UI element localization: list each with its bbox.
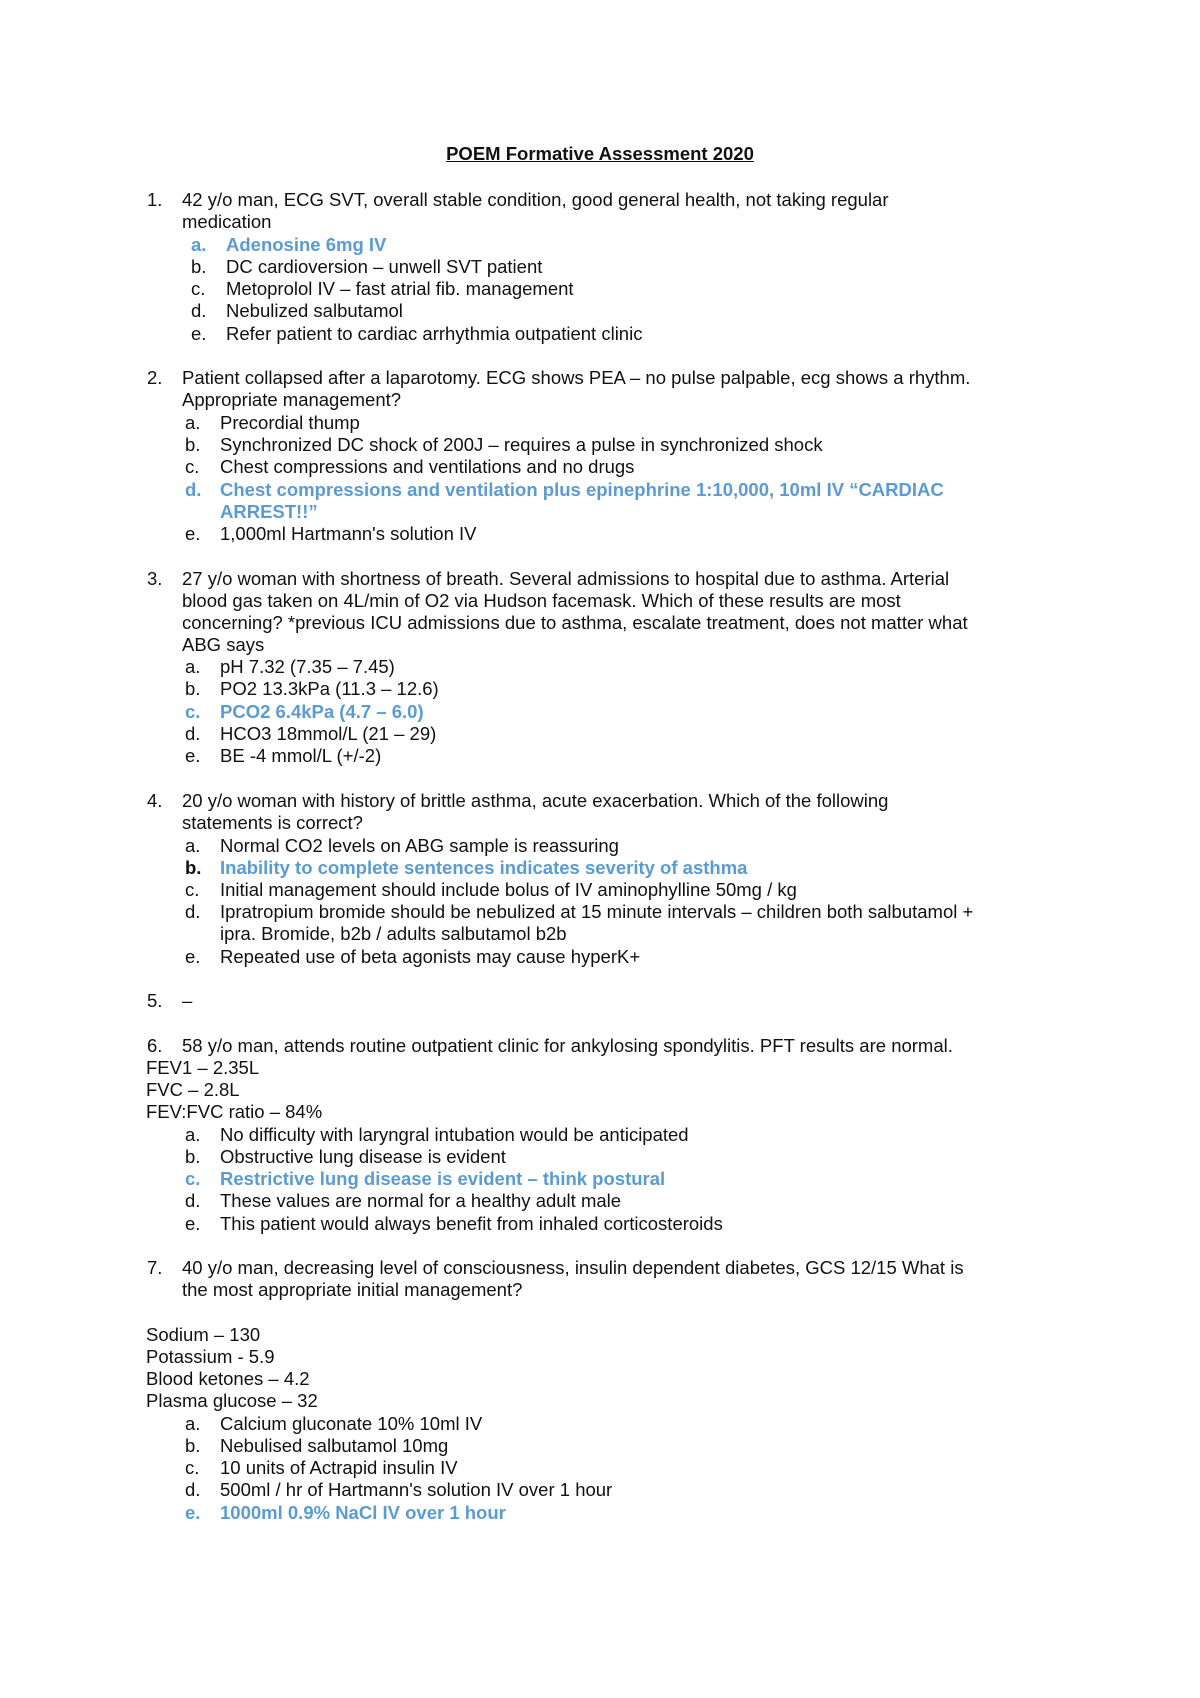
question-text: 42 y/o man, ECG SVT, overall stable condition, good general health, not taking regular: [182, 189, 889, 210]
option-letter: e.: [185, 1502, 201, 1523]
question-number: 6.: [147, 1035, 163, 1056]
correct-answer: Restrictive lung disease is evident – think postural: [220, 1168, 666, 1189]
option-text: Ipratropium bromide should be nebulized at 15 minute intervals – children both salbutamol +: [220, 901, 974, 922]
question-text: –: [182, 990, 193, 1011]
option-letter: b.: [191, 256, 207, 277]
question-number: 5.: [147, 990, 163, 1011]
option-letter: c.: [185, 1457, 200, 1478]
option-text: HCO3 18mmol/L (21 – 29): [220, 723, 437, 744]
correct-answer: ARREST!!”: [220, 501, 318, 522]
option-text: Refer patient to cardiac arrhythmia outpatient clinic: [226, 323, 643, 344]
option-text: Nebulised salbutamol 10mg: [220, 1435, 449, 1456]
question-text: 20 y/o woman with history of brittle asthma, acute exacerbation. Which of the following: [182, 790, 889, 811]
question-text: Patient collapsed after a laparotomy. ECG shows PEA – no pulse palpable, ecg shows a rhythm.: [182, 367, 971, 388]
option-text: DC cardioversion – unwell SVT patient: [226, 256, 543, 277]
option-letter: a.: [185, 835, 201, 856]
question-text: medication: [182, 211, 272, 232]
option-text: Normal CO2 levels on ABG sample is reassuring: [220, 835, 619, 856]
option-text: Chest compressions and ventilations and no drugs: [220, 456, 635, 477]
option-text: This patient would always benefit from inhaled corticosteroids: [220, 1213, 723, 1234]
option-text: pH 7.32 (7.35 – 7.45): [220, 656, 395, 677]
pft-value: FEV:FVC ratio – 84%: [146, 1101, 323, 1122]
correct-answer: Inability to complete sentences indicates severity of asthma: [220, 857, 748, 878]
option-letter: e.: [185, 745, 201, 766]
lab-value: Blood ketones – 4.2: [146, 1368, 310, 1389]
option-letter: b.: [185, 857, 202, 878]
lab-value: Potassium - 5.9: [146, 1346, 275, 1367]
question-text: 58 y/o man, attends routine outpatient clinic for ankylosing spondylitis. PFT results are normal.: [182, 1035, 953, 1056]
option-letter: e.: [185, 1213, 201, 1234]
option-text: PO2 13.3kPa (11.3 – 12.6): [220, 678, 439, 699]
option-text: Initial management should include bolus of IV aminophylline 50mg / kg: [220, 879, 797, 900]
option-letter: c.: [185, 701, 201, 722]
option-text: Calcium gluconate 10% 10ml IV: [220, 1413, 483, 1434]
option-text: BE -4 mmol/L (+/-2): [220, 745, 382, 766]
option-text: These values are normal for a healthy adult male: [220, 1190, 622, 1211]
option-letter: e.: [185, 523, 201, 544]
document-title: POEM Formative Assessment 2020: [446, 143, 754, 164]
option-text: Precordial thump: [220, 412, 360, 433]
option-letter: e.: [185, 946, 201, 967]
correct-answer: Adenosine 6mg IV: [226, 234, 387, 255]
pft-value: FVC – 2.8L: [146, 1079, 240, 1100]
option-letter: a.: [185, 1124, 201, 1145]
option-letter: d.: [185, 901, 201, 922]
question-number: 1.: [147, 189, 163, 210]
question-number: 2.: [147, 367, 163, 388]
option-letter: e.: [191, 323, 207, 344]
option-letter: c.: [185, 456, 200, 477]
option-text: 500ml / hr of Hartmann's solution IV over 1 hour: [220, 1479, 613, 1500]
question-text: statements is correct?: [182, 812, 363, 833]
option-letter: d.: [185, 1479, 201, 1500]
option-letter: c.: [185, 1168, 201, 1189]
question-text: concerning? *previous ICU admissions due to asthma, escalate treatment, does not matter what: [182, 612, 968, 633]
option-text: Nebulized salbutamol: [226, 300, 403, 321]
option-text: 1,000ml Hartmann's solution IV: [220, 523, 477, 544]
option-text: Metoprolol IV – fast atrial fib. management: [226, 278, 574, 299]
pft-value: FEV1 – 2.35L: [146, 1057, 260, 1078]
question-number: 7.: [147, 1257, 163, 1278]
question-number: 4.: [147, 790, 163, 811]
question-text: Appropriate management?: [182, 389, 402, 410]
option-letter: b.: [185, 1435, 201, 1456]
option-text: Repeated use of beta agonists may cause hyperK+: [220, 946, 641, 967]
correct-answer: 1000ml 0.9% NaCl IV over 1 hour: [220, 1502, 506, 1523]
option-letter: a.: [185, 412, 201, 433]
lab-value: Sodium – 130: [146, 1324, 261, 1345]
option-letter: d.: [191, 300, 207, 321]
option-letter: c.: [185, 879, 200, 900]
option-letter: d.: [185, 723, 201, 744]
option-text: ipra. Bromide, b2b / adults salbutamol b2b: [220, 923, 567, 944]
question-text: 27 y/o woman with shortness of breath. Several admissions to hospital due to asthma. Arterial: [182, 568, 950, 589]
option-letter: b.: [185, 678, 201, 699]
correct-answer: Chest compressions and ventilation plus epinephrine 1:10,000, 10ml IV “CARDIAC: [220, 479, 944, 500]
option-text: 10 units of Actrapid insulin IV: [220, 1457, 458, 1478]
option-letter: a.: [185, 656, 201, 677]
option-letter: b.: [185, 434, 201, 455]
option-letter: b.: [185, 1146, 201, 1167]
option-text: Obstructive lung disease is evident: [220, 1146, 506, 1167]
question-text: blood gas taken on 4L/min of O2 via Hudson facemask. Which of these results are most: [182, 590, 901, 611]
option-text: Synchronized DC shock of 200J – requires a pulse in synchronized shock: [220, 434, 823, 455]
question-text: ABG says: [182, 634, 265, 655]
option-letter: a.: [191, 234, 207, 255]
correct-answer: PCO2 6.4kPa (4.7 – 6.0): [220, 701, 424, 722]
question-number: 3.: [147, 568, 163, 589]
option-letter: a.: [185, 1413, 201, 1434]
option-letter: c.: [191, 278, 206, 299]
option-letter: d.: [185, 479, 202, 500]
option-text: No difficulty with laryngral intubation would be anticipated: [220, 1124, 689, 1145]
question-text: the most appropriate initial management?: [182, 1279, 523, 1300]
lab-value: Plasma glucose – 32: [146, 1390, 318, 1411]
question-text: 40 y/o man, decreasing level of consciousness, insulin dependent diabetes, GCS 12/15 What is: [182, 1257, 964, 1278]
option-letter: d.: [185, 1190, 201, 1211]
